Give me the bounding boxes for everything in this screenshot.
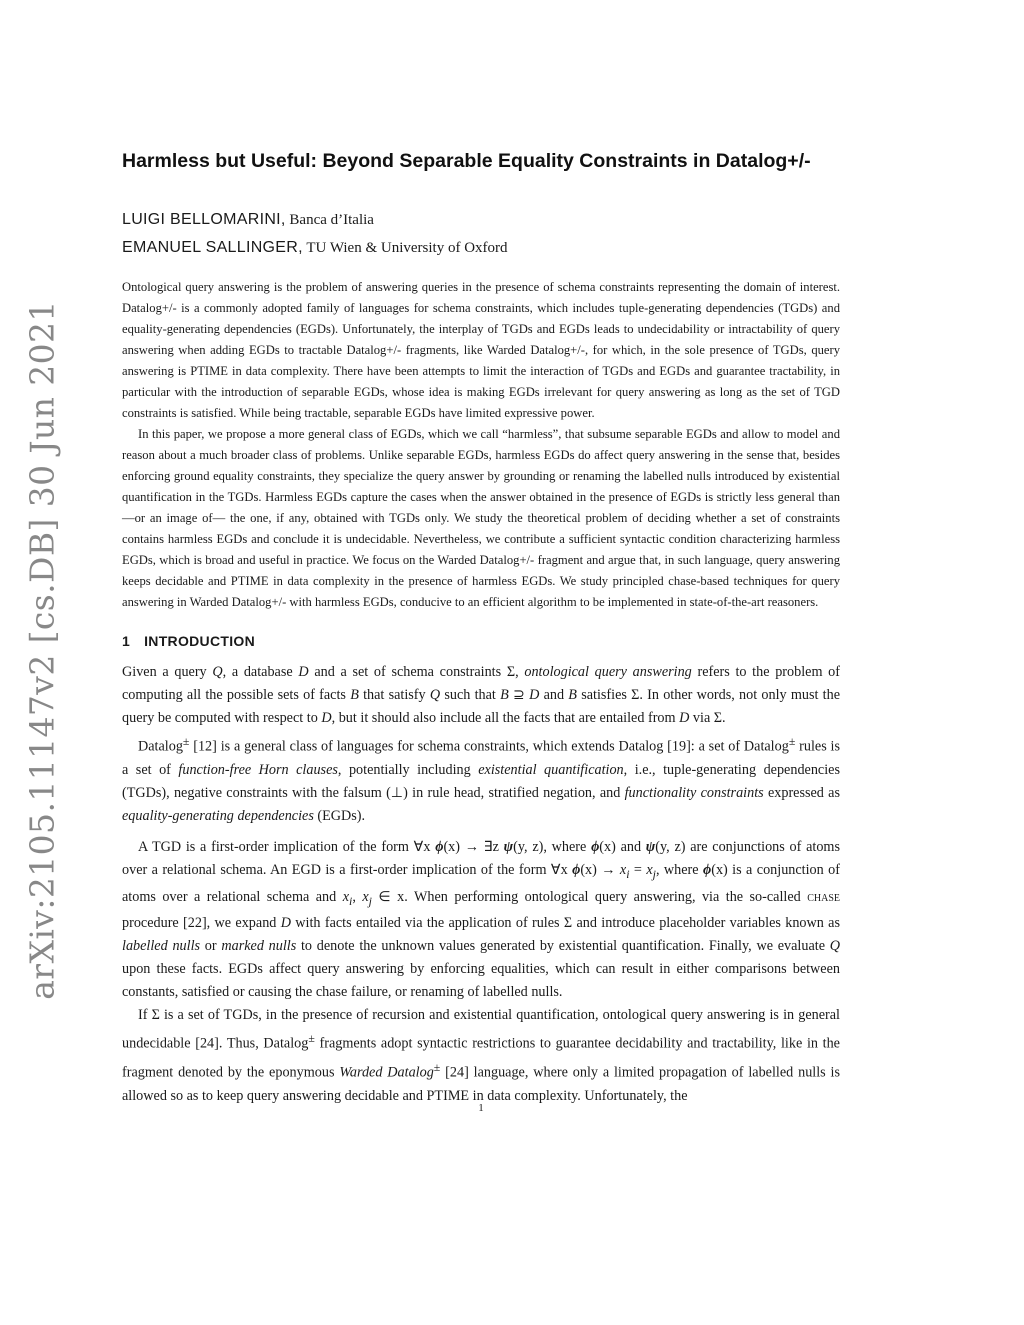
author-affiliation: TU Wien & University of Oxford [302, 240, 508, 256]
author-affiliation: Banca d’Italia [285, 212, 374, 228]
body-paragraph: Datalog± [12] is a general class of languages for schema constraints, which extends Datalog [19]: a set of Datalog± rules is a set of function-free Horn clauses, potentially including existential quantification, i.e., tuple-generating dependencies (TGDs), negative constraints with the falsum (⊥) in rule head, stratified negation, and functionality constraints expressed as equality-generating dependencies (EGDs). [122, 734, 840, 824]
body-paragraph: If Σ is a set of TGDs, in the presence of recursion and existential quantification, ontological query answering is in general undecidable [24]. Thus, Datalog± fragments adopt syntactic restrictions to guarantee decidability and tractability, like in the fragment denoted by the eponymous Warded Datalog± [24] language, where only a limited propagation of labelled nulls is allowed so as to keep query answering decidable and PTIME in data complexity. Unfortunately, the [122, 1007, 841, 1104]
body-text [122, 661, 840, 1108]
abstract [122, 277, 840, 613]
section-number: 1 [122, 633, 131, 649]
section-title: INTRODUCTION [144, 633, 256, 649]
paper-title: Harmless but Useful: Beyond Separable Equality Constraints in Datalog+/- [122, 150, 811, 172]
body-paragraph: Given a query Q, a database D and a set of schema constraints Σ, ontological query answering refers to the problem of computing all the possible sets of facts B that satisfy Q such that B ⊇ D and B satisfies Σ. In other words, not only must the query be computed with respect to D, but it should also include all the facts that are entailed from D via Σ. [122, 664, 840, 726]
author-name: LUIGI BELLOMARINI, [122, 211, 286, 228]
page-number: 1 [478, 1102, 484, 1114]
abstract-paragraph: Ontological query answering is the problem of answering queries in the presence of schema constraints representing the domain of interest. Datalog+/- is a commonly adopted family of languages for schema constraints, which includes tuple-generating dependencies (TGDs) and equality-generating dependencies (EGDs). Unfortunately, the interplay of TGDs and EGDs leads to undecidability or intractability of query answering when adding EGDs to tractable Datalog+/- fragments, like Warded Datalog+/-, for which, in the sole presence of TGDs, query answering is PTIME in data complexity. There have been attempts to limit the interaction of TGDs and EGDs and guarantee tractability, in particular with the introduction of separable EGDs, whose idea is making EGDs irrelevant for query answering as long as the set of TGD constraints is satisfied. While being tractable, separable EGDs have limited expressive power. [122, 280, 840, 420]
author-entry [122, 237, 840, 259]
author-entry [122, 209, 840, 231]
author-list [122, 209, 840, 259]
paper-page [122, 150, 841, 1114]
author-name: EMANUEL SALLINGER, [122, 239, 303, 256]
section-heading [122, 633, 840, 649]
arxiv-stamp [0, 0, 84, 1325]
abstract-paragraph: In this paper, we propose a more general class of EGDs, which we call “harmless”, that subsume separable EGDs and allow to model and reason about a much broader class of problems. Unlike separable EGDs, harmless EGDs do affect query answering in the sense that, besides enforcing ground equality constraints, they specialize the query answer by grounding or renaming the labelled nulls introduced by existential quantification in the TGDs. Harmless EGDs capture the cases when the answer obtained in the presence of EGDs is strictly less general than —or an image of— the one, if any, obtained with TGDs only. We study the theoretical problem of deciding whether a set of constraints contains harmless EGDs and conclude it is undecidable. Nevertheless, we contribute a sufficient syntactic condition characterizing harmless EGDs, which is broad and useful in practice. We focus on the Warded Datalog+/- fragment and argue that, in such language, query answering keeps decidable and PTIME in data complexity in the presence of harmless EGDs. We study principled chase-based techniques for query answering in Warded Datalog+/- with harmless EGDs, conducive to an efficient algorithm to be implemented in state-of-the-art reasoners. [122, 427, 840, 609]
arxiv-identifier: arXiv:2105.11147v2 [cs.DB] 30 Jun 2021 [22, 300, 62, 1000]
body-paragraph: A TGD is a first-order implication of the form ∀x ϕ(x) → ∃z ψ(y, z), where ϕ(x) and ψ(y, z) are conjunctions of atoms over a relational schema. An EGD is a first-order implication of the form ∀x $\phi(x) \to x_i = x_j$, where ϕ(x) is a conjunction of atoms over a relational schema and $x_i$, $x_j$ ∈ x. When performing ontological query answering, via the so-called chase procedure [22], we expand D with facts entailed via the application of rules Σ and introduce placeholder variables known as labelled nulls or marked nulls to denote the unknown values generated by existential quantification. Finally, we evaluate Q upon these facts. EGDs affect query answering by enforcing equalities, which can result in either comparisons between constants, satisfied or causing the chase failure, or renaming of labelled nulls. [122, 838, 840, 1001]
